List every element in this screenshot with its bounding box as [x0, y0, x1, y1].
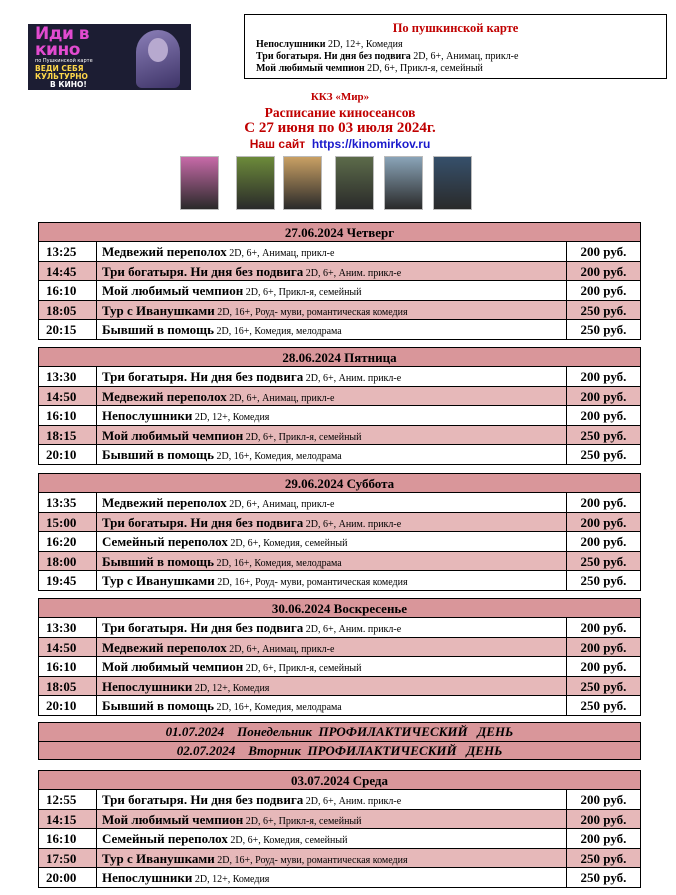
- session-row: [38, 790, 641, 810]
- pushkin-item-info: 2D, 6+, Анимац, прикл-е: [410, 51, 519, 62]
- film-info: 2D, 6+, Аним. прикл-е: [303, 518, 402, 530]
- session-row: [38, 242, 641, 262]
- film-title: Мой любимый чемпион: [102, 811, 244, 827]
- session-time: 19:45: [39, 571, 97, 590]
- day-header: 28.06.2024 Пятница: [38, 347, 641, 367]
- session-price: 200 руб.: [580, 811, 627, 827]
- session-price: 250 руб.: [580, 322, 627, 337]
- session-price: 200 руб.: [580, 659, 627, 674]
- session-time: 16:20: [39, 532, 97, 551]
- session-film: [97, 301, 567, 320]
- film-info: 2D, 6+, Прикл-я, семейный: [243, 815, 362, 827]
- session-time: 13:35: [39, 493, 97, 512]
- session-time: 20:10: [39, 696, 97, 715]
- session-film: [97, 493, 567, 512]
- session-film: [97, 829, 567, 848]
- film-info: 2D, 16+, Комедия, мелодрама: [214, 702, 342, 713]
- pushkin-card-box: [244, 14, 667, 79]
- session-row: [38, 532, 641, 552]
- film-info: 2D, 6+, Анимац, прикл-е: [226, 643, 335, 655]
- day-block: [38, 770, 641, 888]
- film-title: Непослушники: [102, 870, 193, 885]
- film-title: Три богатыря. Ни дня без подвига: [102, 369, 304, 384]
- film-title: Три богатыря. Ни дня без подвига: [102, 514, 304, 530]
- session-price: 200 руб.: [580, 244, 627, 259]
- day-block: [38, 347, 641, 465]
- session-row: [38, 445, 641, 465]
- session-film: [97, 406, 567, 425]
- session-price: 250 руб.: [580, 302, 627, 318]
- session-price: 250 руб.: [580, 427, 627, 443]
- session-row: [38, 696, 641, 716]
- pushkin-portrait-icon: [136, 30, 180, 88]
- pushkin-item: [256, 63, 483, 74]
- session-row: [38, 281, 641, 301]
- poster-1: [180, 156, 219, 210]
- film-title: Мой любимый чемпион: [102, 659, 244, 674]
- session-row: [38, 638, 641, 658]
- session-film: [97, 513, 567, 532]
- session-row: [38, 810, 641, 830]
- film-info: 2D, 6+, Прикл-я, семейный: [243, 287, 362, 298]
- day-block: [38, 473, 641, 591]
- session-price: 250 руб.: [580, 573, 627, 588]
- session-row: [38, 849, 641, 869]
- film-title: Мой любимый чемпион: [102, 427, 244, 443]
- pushkin-card-banner: [28, 24, 191, 90]
- session-time: 18:00: [39, 552, 97, 571]
- site-line: [150, 137, 530, 151]
- film-title: Семейный переполох: [102, 534, 228, 549]
- session-film: [97, 618, 567, 637]
- film-title: Бывший в помощь: [102, 322, 215, 337]
- day-header: 30.06.2024 Воскресенье: [38, 598, 641, 618]
- film-info: 2D, 16+, Комедия, мелодрама: [214, 451, 342, 462]
- session-price: 200 руб.: [580, 263, 627, 279]
- closed-days: [38, 722, 641, 760]
- session-time: 16:10: [39, 657, 97, 676]
- session-film: [97, 262, 567, 281]
- session-film: [97, 790, 567, 809]
- session-price: 200 руб.: [580, 831, 627, 846]
- film-info: 2D, 16+, Комедия, мелодрама: [214, 326, 342, 337]
- session-time: 13:30: [39, 618, 97, 637]
- session-row: [38, 829, 641, 849]
- session-row: [38, 320, 641, 340]
- session-time: 14:45: [39, 262, 97, 281]
- session-row: [38, 262, 641, 282]
- poster-6: [433, 156, 472, 210]
- session-film: [97, 849, 567, 868]
- schedule-title: Расписание киносеансов: [264, 105, 416, 120]
- film-title: Три богатыря. Ни дня без подвига: [102, 620, 304, 635]
- session-time: 16:10: [39, 829, 97, 848]
- film-info: 2D, 6+, Аним. прикл-е: [303, 373, 402, 384]
- film-title: Три богатыря. Ни дня без подвига: [102, 792, 304, 807]
- film-info: 2D, 6+, Прикл-я, семейный: [243, 663, 362, 674]
- day-header: 27.06.2024 Четверг: [38, 222, 641, 242]
- session-film: [97, 696, 567, 715]
- film-info: 2D, 16+, Комедия, мелодрама: [214, 557, 342, 569]
- session-price: 200 руб.: [580, 495, 627, 510]
- site-link[interactable]: https://kinomirkov.ru: [311, 137, 431, 151]
- film-title: Бывший в помощь: [102, 447, 215, 462]
- film-title: Тур с Иванушками: [102, 850, 215, 866]
- day-header: 03.07.2024 Среда: [38, 770, 641, 790]
- session-row: [38, 301, 641, 321]
- session-film: [97, 677, 567, 696]
- film-info: 2D, 6+, Анимац, прикл-е: [226, 392, 335, 404]
- pushkin-item-title: Мой любимый чемпион: [256, 63, 365, 74]
- session-row: [38, 493, 641, 513]
- session-row: [38, 618, 641, 638]
- session-row: [38, 387, 641, 407]
- session-row: [38, 571, 641, 591]
- film-title: Тур с Иванушками: [102, 573, 215, 588]
- banner-line-4: ВЕДИ СЕБЯ КУЛЬТУРНО: [35, 64, 88, 81]
- session-film: [97, 657, 567, 676]
- pushkin-item-info: 2D, 12+, Комедия: [325, 39, 403, 50]
- session-film: [97, 281, 567, 300]
- film-info: 2D, 12+, Комедия: [192, 682, 270, 694]
- film-title: Три богатыря. Ни дня без подвига: [102, 263, 304, 279]
- film-info: 2D, 6+, Прикл-я, семейный: [243, 431, 362, 443]
- session-film: [97, 532, 567, 551]
- session-time: 18:05: [39, 301, 97, 320]
- poster-3: [283, 156, 322, 210]
- session-film: [97, 387, 567, 406]
- session-time: 14:50: [39, 638, 97, 657]
- session-price: 250 руб.: [580, 447, 627, 462]
- session-price: 200 руб.: [580, 369, 627, 384]
- session-row: [38, 677, 641, 697]
- film-title: Медвежий переполох: [102, 495, 227, 510]
- schedule-period: С 27 июня по 03 июля 2024г.: [244, 120, 436, 136]
- film-info: 2D, 6+, Аним. прикл-е: [303, 267, 402, 279]
- film-info: 2D, 6+, Анимац, прикл-е: [226, 499, 335, 510]
- film-info: 2D, 12+, Комедия: [192, 412, 270, 423]
- session-price: 200 руб.: [580, 514, 627, 530]
- banner-line-3: по Пушкинской карте: [35, 58, 93, 64]
- site-label: Наш сайт: [249, 137, 306, 151]
- pushkin-item-title: Три богатыря. Ни дня без подвига: [256, 51, 411, 62]
- session-time: 20:15: [39, 320, 97, 339]
- session-price: 200 руб.: [580, 620, 627, 635]
- session-time: 17:50: [39, 849, 97, 868]
- film-info: 2D, 6+, Аним. прикл-е: [303, 624, 402, 635]
- film-info: 2D, 16+, Роуд- муви, романтическая комедия: [214, 577, 408, 588]
- banner-line-2: кино: [35, 40, 80, 60]
- session-row: [38, 868, 641, 888]
- day-block: [38, 222, 641, 340]
- banner-line-1: Иди в: [35, 24, 90, 44]
- session-time: 14:15: [39, 810, 97, 829]
- closed-day-line: 02.07.2024 Вторник ПРОФИЛАКТИЧЕСКИЙ ДЕНЬ: [39, 741, 640, 759]
- film-info: 2D, 12+, Комедия: [192, 874, 270, 885]
- film-title: Медвежий переполох: [102, 639, 227, 655]
- film-title: Мой любимый чемпион: [102, 283, 244, 298]
- film-title: Тур с Иванушками: [102, 302, 215, 318]
- session-row: [38, 657, 641, 677]
- session-price: 250 руб.: [580, 553, 627, 569]
- film-title: Бывший в помощь: [102, 553, 215, 569]
- film-title: Медвежий переполох: [102, 244, 227, 259]
- film-info: 2D, 16+, Роуд- муви, романтическая комедия: [214, 854, 408, 866]
- session-price: 250 руб.: [580, 850, 627, 866]
- poster-5: [384, 156, 423, 210]
- session-film: [97, 367, 567, 386]
- session-film: [97, 571, 567, 590]
- film-info: 2D, 6+, Комедия, семейный: [227, 835, 348, 846]
- session-row: [38, 367, 641, 387]
- venue-name: ККЗ «Мир»: [310, 91, 370, 103]
- session-price: 250 руб.: [580, 678, 627, 694]
- pushkin-item: [256, 39, 403, 50]
- session-film: [97, 445, 567, 464]
- session-time: 18:15: [39, 426, 97, 445]
- session-film: [97, 242, 567, 261]
- session-price: 250 руб.: [580, 870, 627, 885]
- session-time: 20:00: [39, 868, 97, 887]
- session-time: 18:05: [39, 677, 97, 696]
- film-title: Семейный переполох: [102, 831, 228, 846]
- session-time: 15:00: [39, 513, 97, 532]
- session-row: [38, 552, 641, 572]
- film-title: Медвежий переполох: [102, 388, 227, 404]
- film-info: 2D, 6+, Аним. прикл-е: [303, 796, 402, 807]
- pushkin-box-title: По пушкинской карте: [392, 21, 519, 35]
- film-info: 2D, 6+, Комедия, семейный: [227, 538, 348, 549]
- session-film: [97, 426, 567, 445]
- session-time: 12:55: [39, 790, 97, 809]
- session-time: 13:25: [39, 242, 97, 261]
- film-title: Непослушники: [102, 678, 193, 694]
- pushkin-item: [256, 51, 518, 62]
- closed-day-line: 01.07.2024 Понедельник ПРОФИЛАКТИЧЕСКИЙ ДЕНЬ: [165, 724, 514, 739]
- banner-line-5: В КИНО!: [50, 80, 87, 89]
- poster-2: [236, 156, 275, 210]
- session-film: [97, 552, 567, 571]
- session-time: 16:10: [39, 281, 97, 300]
- session-price: 200 руб.: [580, 408, 627, 423]
- session-price: 250 руб.: [580, 698, 627, 713]
- session-row: [38, 406, 641, 426]
- session-time: 14:50: [39, 387, 97, 406]
- poster-4: [335, 156, 374, 210]
- session-film: [97, 810, 567, 829]
- film-title: Непослушники: [102, 408, 193, 423]
- session-film: [97, 868, 567, 887]
- session-time: 13:30: [39, 367, 97, 386]
- day-block: [38, 598, 641, 716]
- film-info: 2D, 6+, Анимац, прикл-е: [226, 248, 335, 259]
- pushkin-item-info: 2D, 6+, Прикл-я, семейный: [364, 63, 483, 74]
- day-header: 29.06.2024 Суббота: [38, 473, 641, 493]
- film-info: 2D, 16+, Роуд- муви, романтическая комедия: [214, 306, 408, 318]
- session-price: 200 руб.: [580, 283, 627, 298]
- session-row: [38, 426, 641, 446]
- film-title: Бывший в помощь: [102, 698, 215, 713]
- session-price: 200 руб.: [580, 388, 627, 404]
- session-film: [97, 320, 567, 339]
- session-price: 200 руб.: [580, 792, 627, 807]
- session-price: 200 руб.: [580, 534, 627, 549]
- session-film: [97, 638, 567, 657]
- session-price: 200 руб.: [580, 639, 627, 655]
- session-row: [38, 513, 641, 533]
- session-time: 16:10: [39, 406, 97, 425]
- session-time: 20:10: [39, 445, 97, 464]
- pushkin-item-title: Непослушники: [256, 39, 326, 50]
